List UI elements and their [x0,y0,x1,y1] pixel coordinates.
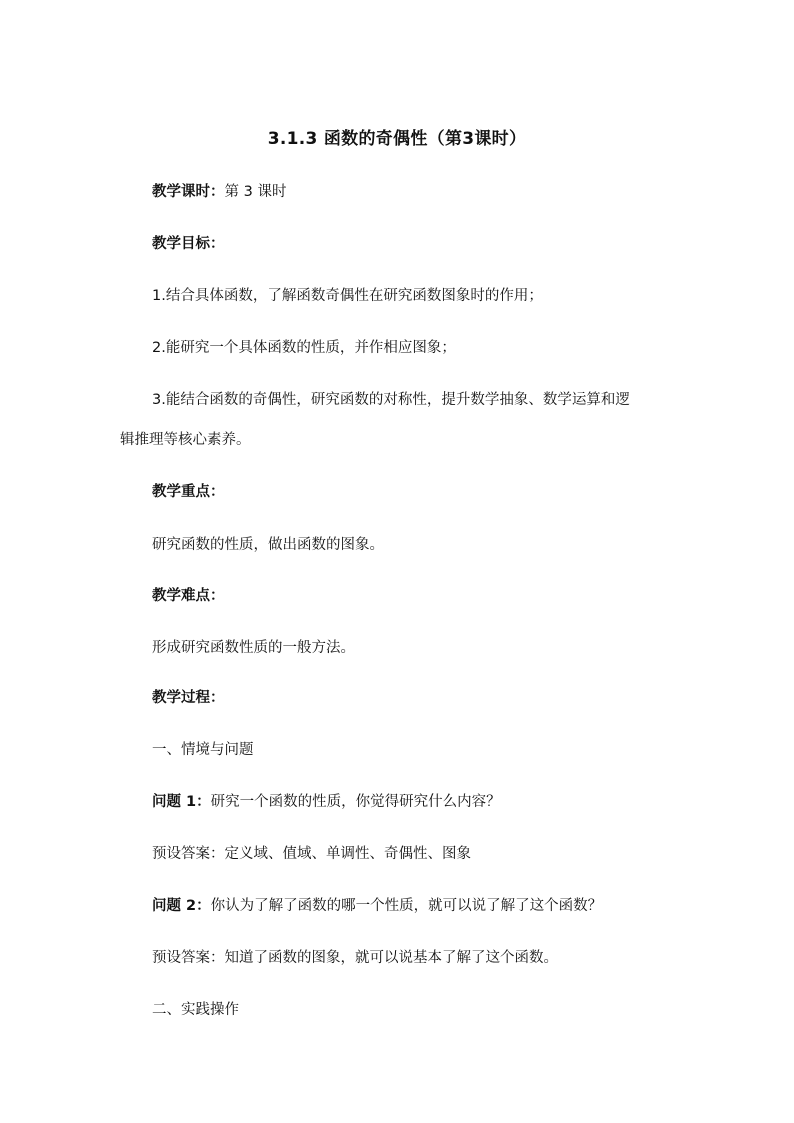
question-1-text: 研究一个函数的性质，你觉得研究什么内容？ [210,794,501,810]
key-points-heading: 教学重点： [152,484,225,500]
question-2 [152,896,602,916]
objectives-heading: 教学目标： [152,236,225,252]
question-2-label: 问题 2： [152,898,211,914]
answer-1: 预设答案：定义域、值域、单调性、奇偶性、图象 [152,846,471,862]
key-points-text: 研究函数的性质，做出函数的图象。 [152,537,384,553]
difficulties-text: 形成研究函数性质的一般方法。 [152,640,355,656]
page-title: 3.1.3 函数的奇偶性（第3课时） [267,129,527,149]
section-2-heading: 二、实践操作 [152,1002,239,1018]
objective-item-2: 2.能研究一个具体函数的性质，并作相应图象； [152,340,456,356]
class-hours-line [152,182,286,202]
objective-item-3-line-1: 3.能结合函数的奇偶性，研究函数的对称性，提升数学抽象、数学运算和逻 [152,392,630,408]
objective-item-1: 1.结合具体函数，了解函数奇偶性在研究函数图象时的作用； [152,288,543,304]
class-hours-value: 第 3 课时 [224,184,287,200]
question-1 [152,792,501,812]
difficulties-heading: 教学难点： [152,588,225,604]
question-1-label: 问题 1： [152,794,211,810]
process-heading: 教学过程： [152,690,225,706]
section-1-heading: 一、情境与问题 [152,742,254,758]
class-hours-label: 教学课时： [152,184,225,200]
question-2-text: 你认为了解了函数的哪一个性质，就可以说了解了这个函数？ [210,898,603,914]
answer-2: 预设答案：知道了函数的图象，就可以说基本了解了这个函数。 [152,950,558,966]
objective-item-3-line-2: 辑推理等核心素养。 [120,432,251,448]
